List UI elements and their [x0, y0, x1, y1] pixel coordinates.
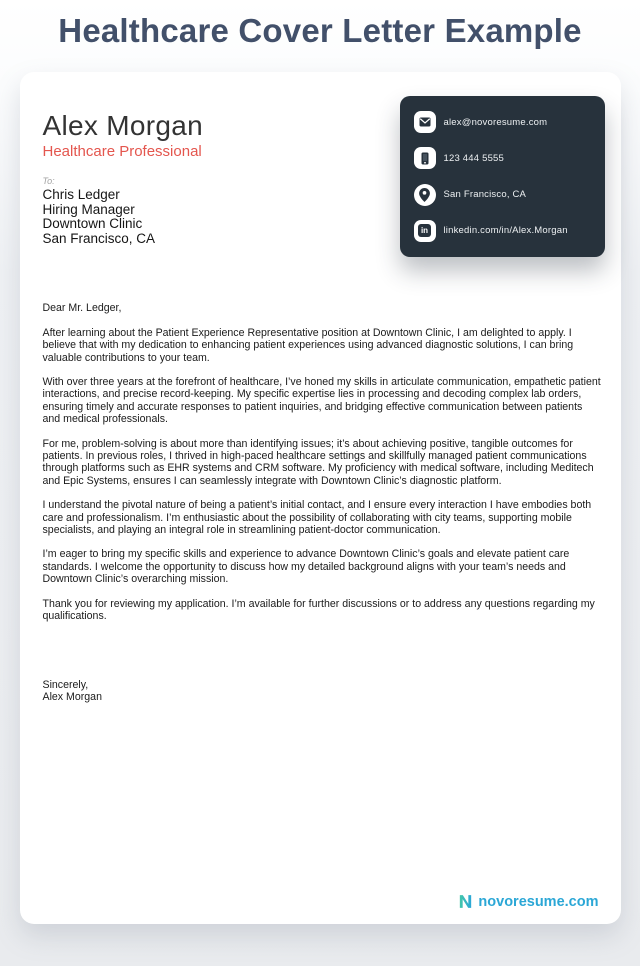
recipient-title: Hiring Manager [42, 201, 135, 217]
contact-row-email [414, 111, 591, 133]
contact-card [400, 96, 605, 257]
paragraph-6: Thank you for reviewing my application. I’m available for further discussions or to address any questions regarding my qualifications. [42, 597, 595, 623]
to-label: To: [42, 176, 55, 186]
page-title: Healthcare Cover Letter Example [58, 12, 582, 49]
signature: Alex Morgan [42, 691, 102, 704]
cover-letter-page [20, 72, 621, 924]
brand-link[interactable] [457, 893, 598, 910]
closing-block [43, 679, 603, 704]
email-icon [414, 111, 436, 133]
contact-row-location [414, 184, 591, 206]
letter-body [43, 302, 603, 703]
novoresume-logo-icon [457, 893, 474, 910]
closing-word: Sincerely, [42, 678, 89, 691]
salutation: Dear Mr. Ledger, [42, 302, 122, 315]
applicant-name: Alex Morgan [42, 110, 203, 141]
contact-phone-value: 123 444 5555 [443, 152, 505, 164]
contact-linkedin-value: linkedin.com/in/Alex.Morgan [443, 225, 568, 237]
linkedin-glyph: in [418, 224, 431, 237]
paragraph-3: For me, problem-solving is about more than identifying issues; it’s about achieving positive, tangible outcomes for patients. In previous roles, I thrived in high-paced healthcare settings and skillfully managed patient communications through platforms such as EHR systems and CRM software. My proficiency with medical software, including Meditech and Epic Systems, ensures I can seamlessly integrate with Downtown Clinic’s diagnostic platform. [42, 437, 594, 487]
paragraph-5: I’m eager to bring my specific skills and experience to advance Downtown Clinic’s goals and elevate patient care standards. I welcome the opportunity to discuss how my detailed background aligns with your team’s needs and Downtown Clinic’s overarching mission. [42, 548, 570, 586]
location-icon [414, 184, 436, 206]
paragraph-4: I understand the pivotal nature of being a patient’s initial contact, and I ensure every interaction I have embodies both care and professionalism. I’m enthusiastic about the possibility of collaborating with city teams, supporting mobile specialists, and playing an integral role in streamlining patient-doctor communication. [42, 499, 592, 537]
recipient-name: Chris Ledger [42, 187, 120, 202]
contact-location-value: San Francisco, CA [443, 189, 527, 201]
phone-icon [414, 147, 436, 169]
contact-email-value: alex@novoresume.com [443, 116, 548, 128]
recipient-location: San Francisco, CA [42, 230, 156, 246]
contact-row-phone [414, 147, 591, 169]
contact-row-linkedin [414, 220, 591, 242]
linkedin-icon [414, 220, 436, 242]
applicant-role: Healthcare Professional [42, 143, 202, 160]
recipient-company: Downtown Clinic [42, 216, 143, 232]
paragraph-2: With over three years at the forefront of healthcare, I’ve honed my skills in articulate communication, empathetic patient interactions, and precise record-keeping. My specific expertise lies in processing and decoding complex lab orders, ensuring timely and accurate responses to patient inquiries, and bridging effective communication between patients and medical professionals. [42, 376, 601, 426]
paragraph-1: After learning about the Patient Experience Representative position at Downtown Clinic, I am delighted to apply. I believe that with my dedication to enhancing patient experiences using advanced diagnostic solutions, I can bring valuable contributions to your team. [42, 326, 574, 364]
brand-site-label: novoresume.com [478, 893, 599, 910]
